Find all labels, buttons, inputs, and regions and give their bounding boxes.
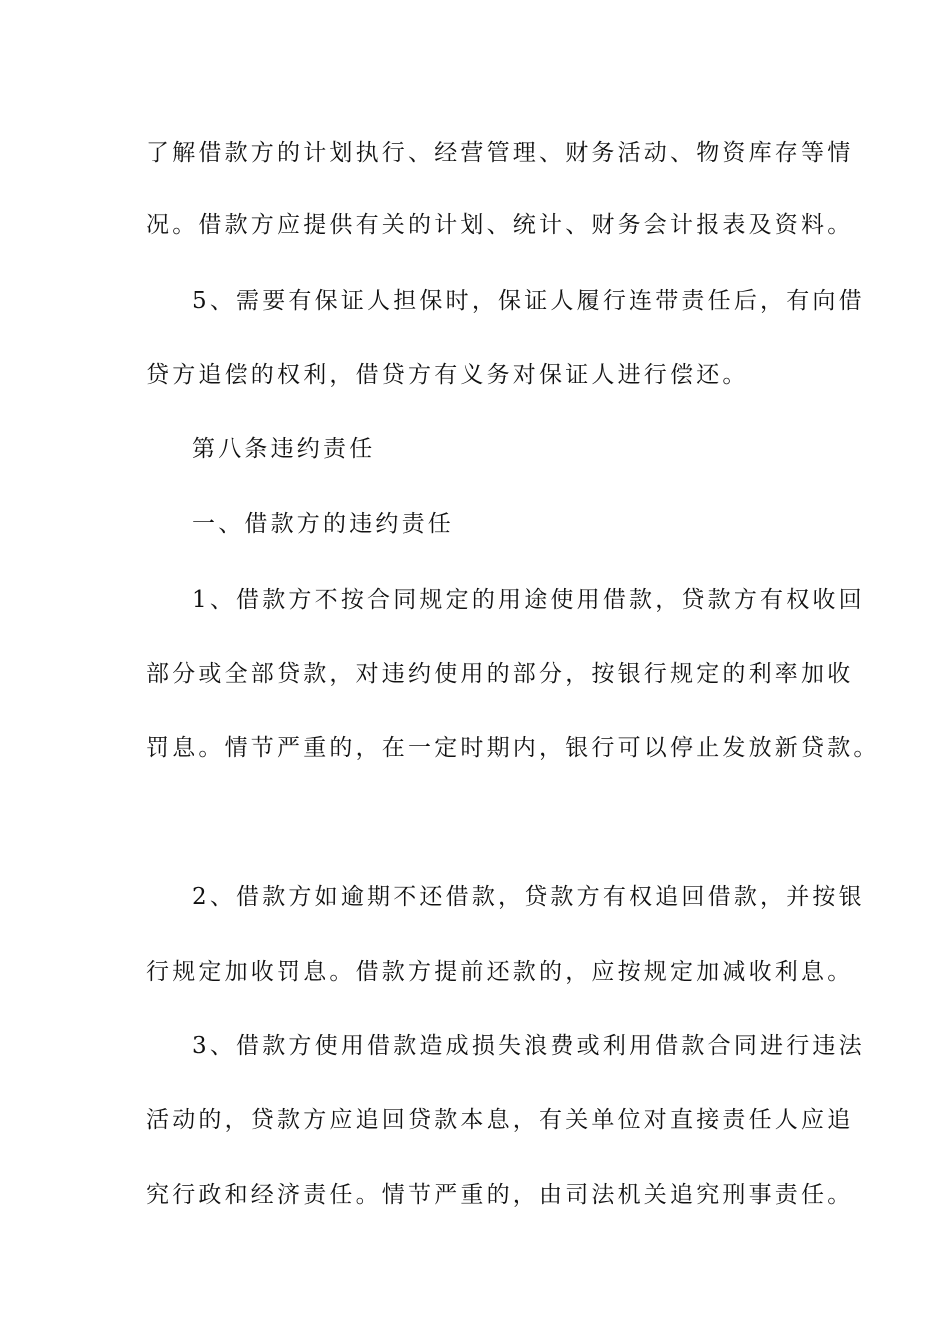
paragraph-line: 究行政和经济责任。情节严重的，由司法机关追究刑事责任。 [146, 1182, 854, 1208]
section-heading: 第八条违约责任 [192, 436, 376, 462]
paragraph-line: 1、借款方不按合同规定的用途使用借款，贷款方有权收回 [192, 587, 865, 613]
paragraph-line: 了解借款方的计划执行、经营管理、财务活动、物资库存等情 [146, 140, 854, 166]
paragraph-line: 活动的，贷款方应追回贷款本息，有关单位对直接责任人应追 [146, 1107, 854, 1133]
subsection-heading: 一、借款方的违约责任 [192, 511, 454, 537]
paragraph-line: 部分或全部贷款，对违约使用的部分，按银行规定的利率加收 [146, 661, 854, 687]
paragraph-line: 贷方追偿的权利，借贷方有义务对保证人进行偿还。 [146, 362, 749, 388]
paragraph-line: 况。借款方应提供有关的计划、统计、财务会计报表及资料。 [146, 212, 854, 238]
paragraph-line: 行规定加收罚息。借款方提前还款的，应按规定加减收利息。 [146, 959, 854, 985]
paragraph-line: 3、借款方使用借款造成损失浪费或利用借款合同进行违法 [192, 1033, 865, 1059]
paragraph-line: 2、借款方如逾期不还借款，贷款方有权追回借款，并按银 [192, 884, 865, 910]
paragraph-line: 5、需要有保证人担保时，保证人履行连带责任后，有向借 [192, 288, 865, 314]
paragraph-line: 罚息。情节严重的，在一定时期内，银行可以停止发放新贷款。 [146, 735, 880, 761]
